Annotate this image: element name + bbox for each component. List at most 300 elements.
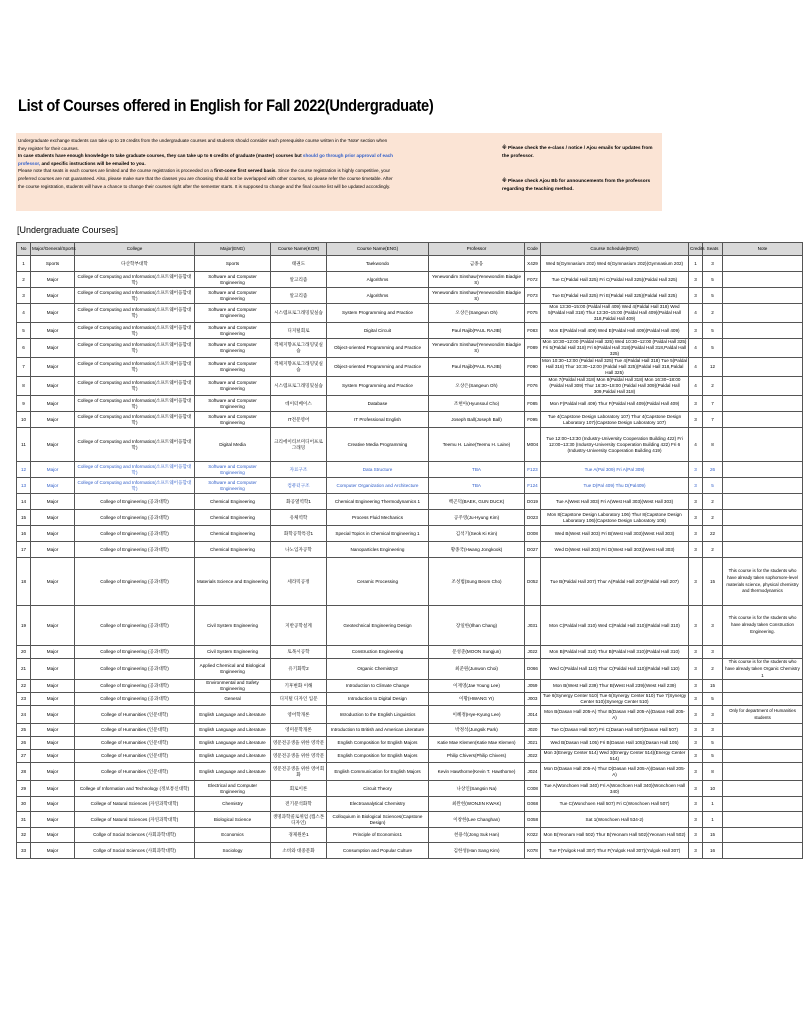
header-major: Major(ENG) bbox=[195, 243, 271, 256]
cell-no: 7 bbox=[17, 358, 31, 377]
cell-type: Major bbox=[31, 781, 75, 797]
cell-course-kor: 화학공학특강1 bbox=[271, 526, 327, 542]
cell-professor: 백곤덕(BAEK, GUN DUCK) bbox=[429, 494, 525, 510]
cell-type: Major bbox=[31, 428, 75, 462]
cell-seats: 3 bbox=[703, 706, 723, 724]
cell-course-kor: 토목시공학 bbox=[271, 646, 327, 659]
cell-no: 9 bbox=[17, 396, 31, 412]
cell-credits: 1 bbox=[689, 256, 703, 272]
cell-note bbox=[723, 412, 803, 428]
cell-credits: 3 bbox=[689, 781, 703, 797]
cell-code: D052 bbox=[525, 558, 541, 606]
cell-note bbox=[723, 646, 803, 659]
cell-major: Software and Computer Engineering bbox=[195, 288, 271, 304]
cell-code: D019 bbox=[525, 494, 541, 510]
cell-credits: 3 bbox=[689, 510, 703, 526]
cell-professor: 나상인(Sangsin Na) bbox=[429, 781, 525, 797]
cell-major: Software and Computer Engineering bbox=[195, 339, 271, 358]
cell-seats: 3 bbox=[703, 256, 723, 272]
cell-schedule: Mon B(Yeonam Hall 502) Thur B(Yeonam Hall 502)(Yeonam Hall 502) bbox=[541, 828, 689, 843]
notice-eclass-reminder: ※ Please check the e-class / notice / Ajou emails for updates from the professor. bbox=[502, 146, 653, 159]
cell-type: Major bbox=[31, 606, 75, 646]
cell-college: College of Natural Sciences (자연과학대학) bbox=[75, 812, 195, 828]
cell-note bbox=[723, 680, 803, 693]
cell-major: Chemical Engineering bbox=[195, 494, 271, 510]
cell-seats: 8 bbox=[703, 763, 723, 781]
cell-credits: 3 bbox=[689, 494, 703, 510]
cell-credits: 3 bbox=[689, 659, 703, 680]
cell-professor: 금종웅 bbox=[429, 256, 525, 272]
cell-seats: 5 bbox=[703, 323, 723, 339]
cell-type: Major bbox=[31, 377, 75, 396]
cell-course-eng: Introduction to Digital Design bbox=[327, 693, 429, 706]
notice-bb-reminder: ※ Please check Ajou Bb for announcements from the professors regarding the teaching method. bbox=[502, 179, 651, 192]
table-row bbox=[17, 272, 803, 288]
cell-note bbox=[723, 781, 803, 797]
cell-schedule: Tue C(Wonchoen Hall 507) Fri C(Wonchoen Hall 507) bbox=[541, 797, 689, 812]
table-row bbox=[17, 724, 803, 737]
cell-seats: 5 bbox=[703, 693, 723, 706]
cell-note bbox=[723, 812, 803, 828]
cell-course-kor: 데이터베이스 bbox=[271, 396, 327, 412]
cell-type: Major bbox=[31, 797, 75, 812]
cell-course-eng: English Composition for English Majors bbox=[327, 750, 429, 763]
header-note: Note bbox=[723, 243, 803, 256]
cell-code: M004 bbox=[525, 428, 541, 462]
cell-credits: 3 bbox=[689, 812, 703, 828]
cell-schedule: Wed B(West Hall 303) Fri B(West Hall 303)(West Hall 303) bbox=[541, 526, 689, 542]
cell-credits: 3 bbox=[689, 693, 703, 706]
cell-major: Software and Computer Engineering bbox=[195, 377, 271, 396]
cell-professor: Kevin Hawthorne(Kevin T. Hawthorne) bbox=[429, 763, 525, 781]
cell-course-eng: Object-oriented Programming and Practice bbox=[327, 358, 429, 377]
cell-professor: 김석기(Seok Ki Kim) bbox=[429, 526, 525, 542]
cell-professor: Yenewondim Sinshaw(Yenewondim Biadgie S) bbox=[429, 339, 525, 358]
cell-college: Collge of Social Sciences (사회과학대학) bbox=[75, 828, 195, 843]
cell-no: 20 bbox=[17, 646, 31, 659]
cell-schedule: Mon 7(Paldal Hall 318) Mon 8(Paldal Hall 318) Mon 16:30~18:00 (Paldal Hall 309) Thur 16:30~18:00 (Paldal Hall 309)(Paldal Hall 309,Paldal Hall 318) bbox=[541, 377, 689, 396]
cell-type: Major bbox=[31, 812, 75, 828]
cell-seats: 2 bbox=[703, 377, 723, 396]
cell-note bbox=[723, 797, 803, 812]
cell-schedule: Tue C(Paldal Hall 325) Fri C(Paldal Hall 325)(Paldal Hall 325) bbox=[541, 272, 689, 288]
cell-code: F090 bbox=[525, 358, 541, 377]
cell-code: F076 bbox=[525, 377, 541, 396]
cell-major: Electrical and Computer Engineering bbox=[195, 781, 271, 797]
course-table bbox=[16, 242, 803, 859]
cell-credits: 3 bbox=[689, 724, 703, 737]
cell-major: English Language and Literature bbox=[195, 737, 271, 750]
notice-instructions bbox=[18, 137, 394, 190]
cell-college: College of Engineering (공과대학) bbox=[75, 494, 195, 510]
cell-major: English Language and Literature bbox=[195, 724, 271, 737]
cell-major: Software and Computer Engineering bbox=[195, 304, 271, 323]
table-row bbox=[17, 428, 803, 462]
cell-schedule: Mon B(Dasan Hall 205-A) Thur B(Dasan Hall 205-A)(Dasan Hall 205-A) bbox=[541, 706, 689, 724]
cell-type: Major bbox=[31, 526, 75, 542]
cell-no: 4 bbox=[17, 304, 31, 323]
cell-major: Software and Computer Engineering bbox=[195, 412, 271, 428]
cell-note bbox=[723, 763, 803, 781]
cell-code: F072 bbox=[525, 272, 541, 288]
cell-college: College of Humanities (인문대학) bbox=[75, 706, 195, 724]
cell-note bbox=[723, 323, 803, 339]
cell-schedule: Mon E(Paldal Hall 409) Wed E(Paldal Hall 409)(Paldal Hall 409) bbox=[541, 323, 689, 339]
cell-no: 1 bbox=[17, 256, 31, 272]
cell-code: F085 bbox=[525, 396, 541, 412]
cell-seats: 1 bbox=[703, 812, 723, 828]
cell-credits: 4 bbox=[689, 358, 703, 377]
cell-code: J024 bbox=[525, 763, 541, 781]
cell-professor: 최완헌(WONJIN KWAK) bbox=[429, 797, 525, 812]
cell-course-kor: 태권도 bbox=[271, 256, 327, 272]
table-row bbox=[17, 781, 803, 797]
cell-course-kor: 객체지향프로그래밍및실습 bbox=[271, 358, 327, 377]
cell-seats: 7 bbox=[703, 396, 723, 412]
cell-code: F089 bbox=[525, 339, 541, 358]
cell-no: 15 bbox=[17, 510, 31, 526]
cell-schedule: Mon 10:30~12:00 (Paldal Hall 325) Tue 4(Paldal Hall 318) Tue 5(Paldal Hall 318) Thur 10:30~12:00 (Paldal Hall 325)(Paldal Hall 318,Paldal Hall 325) bbox=[542, 358, 687, 375]
cell-course-kor: 시스템프로그래밍및실습 bbox=[271, 304, 327, 323]
cell-course-kor: 알고리즘 bbox=[271, 288, 327, 304]
cell-type: Major bbox=[31, 462, 75, 478]
cell-no: 17 bbox=[17, 542, 31, 558]
table-row bbox=[17, 256, 803, 272]
cell-college: College of Natural Sciences (자연과학대학) bbox=[75, 797, 195, 812]
header-credits: Credits bbox=[689, 243, 703, 256]
cell-schedule: Mon 3(Energy Center 514) Wed 3(Energy Center 514)(Energy Center 514) bbox=[541, 750, 689, 763]
cell-credits: 3 bbox=[689, 797, 703, 812]
cell-seats: 5 bbox=[703, 737, 723, 750]
cell-no: 28 bbox=[17, 763, 31, 781]
cell-no: 2 bbox=[17, 272, 31, 288]
cell-credits: 4 bbox=[689, 339, 703, 358]
cell-course-kor: IT전문영어 bbox=[271, 412, 327, 428]
cell-type: Major bbox=[31, 396, 75, 412]
cell-code: J020 bbox=[525, 724, 541, 737]
cell-code: G068 bbox=[525, 797, 541, 812]
cell-note bbox=[723, 843, 803, 859]
cell-note bbox=[723, 724, 803, 737]
cell-professor: 오상은(Sangeun Oh) bbox=[429, 304, 525, 323]
cell-course-kor: 회로이론 bbox=[271, 781, 327, 797]
cell-professor: TBA bbox=[429, 462, 525, 478]
cell-credits: 3 bbox=[689, 737, 703, 750]
cell-major: Sports bbox=[195, 256, 271, 272]
cell-major: Civil System Engineering bbox=[195, 606, 271, 646]
cell-schedule: Mon 13:30~15:00 (Paldal Hall 409) Wed 4(Paldal Hall 318) Wed 5(Paldal Hall 318) Thur 13:30~15:00 (Paldal Hall 409)(Paldal Hall 318,Paldal Hall 409) bbox=[541, 304, 689, 323]
cell-code: J022 bbox=[525, 646, 541, 659]
cell-schedule: Mon B(Paldal Hall 310) Thur B(Paldal Hall 310)(Paldal Hall 310) bbox=[541, 646, 689, 659]
cell-seats: 5 bbox=[703, 272, 723, 288]
cell-note bbox=[723, 396, 803, 412]
cell-credits: 3 bbox=[689, 843, 703, 859]
cell-no: 26 bbox=[17, 737, 31, 750]
cell-note bbox=[723, 272, 803, 288]
cell-type: Major bbox=[31, 750, 75, 763]
cell-code: K022 bbox=[525, 828, 541, 843]
cell-seats: 15 bbox=[703, 828, 723, 843]
cell-schedule: Mon D(Dasan Hall 205-A) Thur D(Dasan Hall 205-A)(Dasan Hall 205-A) bbox=[541, 763, 689, 781]
table-header-row bbox=[17, 243, 803, 256]
cell-course-eng: Colloquium in Biological Sciences(Capstone Design) bbox=[327, 812, 429, 828]
cell-course-kor: 소비와 대중문화 bbox=[271, 843, 327, 859]
cell-note bbox=[723, 828, 803, 843]
cell-college: College of Engineering (공과대학) bbox=[75, 646, 195, 659]
table-row bbox=[17, 542, 803, 558]
cell-college: College of Computing and Informatics(소프트웨어융합대학) bbox=[75, 323, 195, 339]
cell-credits: 3 bbox=[689, 412, 703, 428]
cell-code: F083 bbox=[525, 323, 541, 339]
cell-code: J021 bbox=[525, 737, 541, 750]
cell-college: College of Computing and Informatics(소프트웨어융합대학) bbox=[75, 304, 195, 323]
cell-seats: 16 bbox=[703, 843, 723, 859]
cell-professor: 박정석(Jungsik Park) bbox=[429, 724, 525, 737]
cell-code: J031 bbox=[525, 606, 541, 646]
cell-course-kor: 나노입자공학 bbox=[271, 542, 327, 558]
notice-credit-limit: Undergraduate exchange students can take up to 19 credits from the undergraduate courses and students should consider each prerequisite course written in the 'Note' section when they register for their courses. bbox=[18, 138, 388, 151]
cell-seats: 5 bbox=[703, 750, 723, 763]
cell-college: College of Humanities (인문대학) bbox=[75, 763, 195, 781]
table-row bbox=[17, 737, 803, 750]
cell-no: 5 bbox=[17, 323, 31, 339]
page-title: List of Courses offered in English for Fall 2022(Undergraduate) bbox=[18, 96, 434, 115]
cell-major: Applied Chemical and Biological Engineering bbox=[195, 659, 271, 680]
cell-schedule: Tue B(Paldal Hall 207) Thur A(Paldal Hall 207)(Paldal Hall 207) bbox=[541, 558, 689, 606]
header-schedule: Course Schedule(ENG) bbox=[541, 243, 689, 256]
cell-course-kor: 자료구조 bbox=[271, 462, 327, 478]
cell-course-eng: System Programming and Practice bbox=[327, 377, 429, 396]
cell-type: Major bbox=[31, 763, 75, 781]
cell-major: Materials Science and Engineering bbox=[195, 558, 271, 606]
cell-credits: 4 bbox=[689, 377, 703, 396]
cell-code: D008 bbox=[525, 526, 541, 542]
cell-college: College of Computing and Informatics(소프트웨어융합대학) bbox=[75, 478, 195, 494]
cell-schedule: Wed C(Paldal Hall 110) Thur C(Paldal Hall 110)(Paldal Hall 110) bbox=[541, 659, 689, 680]
notice-box bbox=[16, 133, 662, 211]
cell-professor: 조현아(Hyunsoul Cho) bbox=[429, 396, 525, 412]
cell-course-eng: Construction Engineering bbox=[327, 646, 429, 659]
table-row bbox=[17, 763, 803, 781]
cell-no: 24 bbox=[17, 706, 31, 724]
cell-college: College of Computing and Informatics(소프트웨어융합대학) bbox=[75, 412, 195, 428]
cell-no: 14 bbox=[17, 494, 31, 510]
table-row bbox=[17, 693, 803, 706]
header-no: No bbox=[17, 243, 31, 256]
cell-note bbox=[723, 542, 803, 558]
cell-college: College of Computing and Informatics(소프트웨어융합대학) bbox=[75, 288, 195, 304]
cell-note bbox=[723, 510, 803, 526]
cell-credits: 3 bbox=[689, 462, 703, 478]
cell-course-kor: 알고리즘 bbox=[271, 272, 327, 288]
table-row bbox=[17, 478, 803, 494]
cell-course-kor: 시스템프로그래밍및실습 bbox=[271, 377, 327, 396]
cell-credits: 3 bbox=[689, 680, 703, 693]
cell-course-eng: Principle of Economics1 bbox=[327, 828, 429, 843]
cell-course-eng: English Composition for English Majors bbox=[327, 737, 429, 750]
cell-type: Major bbox=[31, 542, 75, 558]
cell-course-eng: Electroanalytical Chemistry bbox=[327, 797, 429, 812]
cell-type: Major bbox=[31, 558, 75, 606]
cell-note: This course is for the students who have already taken sophomore-level materials science, physical chemistry and thermodynamics bbox=[723, 558, 803, 606]
cell-note bbox=[723, 339, 803, 358]
cell-course-eng: Ceramic Processing bbox=[327, 558, 429, 606]
cell-college: College of Computing and Informatics(소프트웨어융합대학) bbox=[75, 377, 195, 396]
cell-professor: 천용석(Jong Suk Han) bbox=[429, 828, 525, 843]
table-row bbox=[17, 659, 803, 680]
cell-college: College of Engineering (공과대학) bbox=[75, 542, 195, 558]
cell-no: 18 bbox=[17, 558, 31, 606]
cell-major: English Language and Literature bbox=[195, 750, 271, 763]
cell-schedule: Tue C(Dasan Hall 507) Fri C(Dasan Hall 507)(Dasan Hall 507) bbox=[541, 724, 689, 737]
cell-professor: Katie Mae Klemen(Katie Mae Klemen) bbox=[429, 737, 525, 750]
cell-course-eng: Chemical Engineering Thermodynamics 1 bbox=[327, 494, 429, 510]
cell-note bbox=[723, 478, 803, 494]
cell-course-eng: Nanoparticles Engineering bbox=[327, 542, 429, 558]
cell-credits: 3 bbox=[689, 828, 703, 843]
cell-course-eng: Digital Circuit bbox=[327, 323, 429, 339]
cell-college: College of Humanities (인문대학) bbox=[75, 724, 195, 737]
cell-type: Sports bbox=[31, 256, 75, 272]
cell-schedule: Wed 5(Gymnasium 202) Wed 6(Gymnasium 202)(Gymnasium 202) bbox=[541, 256, 689, 272]
cell-college: College of Computing and Informatics(소프트웨어융합대학) bbox=[75, 462, 195, 478]
cell-professor: 문성준(MOON Sungjun) bbox=[429, 646, 525, 659]
cell-course-kor: 컴퓨터구조 bbox=[271, 478, 327, 494]
cell-no: 23 bbox=[17, 693, 31, 706]
table-row bbox=[17, 323, 803, 339]
cell-college: College of Computing and Informatics(소프트웨어융합대학) bbox=[75, 358, 195, 377]
cell-no: 10 bbox=[17, 412, 31, 428]
cell-major: Environmental and Safety Engineering bbox=[195, 680, 271, 693]
cell-professor: 이혜정(Hye-Kyung Lee) bbox=[429, 706, 525, 724]
cell-note bbox=[723, 358, 803, 377]
cell-course-kor: 영문전공생을 위한 영작문 bbox=[271, 750, 327, 763]
cell-code: D023 bbox=[525, 510, 541, 526]
cell-course-kor: 영문전공생을 위한 영어회화 bbox=[271, 763, 327, 781]
cell-type: Major bbox=[31, 494, 75, 510]
cell-type: Major bbox=[31, 323, 75, 339]
cell-type: Major bbox=[31, 272, 75, 288]
cell-credits: 3 bbox=[689, 526, 703, 542]
cell-schedule: Wed D(West Hall 303) Fri D(West Hall 303)(West Hall 303) bbox=[541, 542, 689, 558]
cell-seats: 2 bbox=[703, 542, 723, 558]
cell-course-eng: Process Fluid Mechanics bbox=[327, 510, 429, 526]
cell-note: This course is for the students who have already taken Construction Engineering. bbox=[723, 606, 803, 646]
cell-schedule: Tue D(Pal 409) Thu D(Pal409) bbox=[541, 478, 689, 494]
cell-seats: 2 bbox=[703, 510, 723, 526]
cell-seats: 5 bbox=[703, 339, 723, 358]
cell-credits: 3 bbox=[689, 750, 703, 763]
cell-schedule: Sat 1(Wonchoen Hall 534-2) bbox=[541, 812, 689, 828]
cell-code: X429 bbox=[525, 256, 541, 272]
cell-major: English Language and Literature bbox=[195, 706, 271, 724]
cell-seats: 5 bbox=[703, 478, 723, 494]
cell-course-kor: 경제원론1 bbox=[271, 828, 327, 843]
cell-major: English Language and Literature bbox=[195, 763, 271, 781]
cell-seats: 7 bbox=[703, 412, 723, 428]
cell-course-eng: Object-oriented Programming and Practice bbox=[327, 339, 429, 358]
cell-professor: TBA bbox=[429, 478, 525, 494]
cell-no: 33 bbox=[17, 843, 31, 859]
cell-major: Chemistry bbox=[195, 797, 271, 812]
cell-type: Major bbox=[31, 724, 75, 737]
notice-registration: Please note that seats in each courses are limited and the course registration is proceeded on a first-come first served basis. Since the course registration is highly competitive, your preferred courses are not guaranteed. Also, please make sure that the classes you are choosing should not be overlapped with other courses, so please refer the course timetable. After the course registration, students will have a chance to change their courses right after the semester starts. It is supposed to change and the final course list will be updated accordingly. bbox=[18, 168, 393, 189]
cell-type: Major bbox=[31, 737, 75, 750]
cell-note: This course is for the students who have already taken Organic Chemistry 1 bbox=[723, 659, 803, 680]
cell-college: College of Engineering (공과대학) bbox=[75, 693, 195, 706]
table-row bbox=[17, 526, 803, 542]
cell-course-kor: 디지털회로 bbox=[271, 323, 327, 339]
cell-type: Major bbox=[31, 646, 75, 659]
table-row bbox=[17, 797, 803, 812]
table-row bbox=[17, 494, 803, 510]
cell-college: College of Engineering (공과대학) bbox=[75, 606, 195, 646]
cell-note: Only for department of Humanities students bbox=[723, 706, 803, 724]
cell-type: Major bbox=[31, 680, 75, 693]
table-row bbox=[17, 606, 803, 646]
cell-major: Software and Computer Engineering bbox=[195, 323, 271, 339]
cell-note bbox=[723, 750, 803, 763]
cell-course-kor: 유기화학2 bbox=[271, 659, 327, 680]
cell-credits: 3 bbox=[689, 646, 703, 659]
cell-no: 6 bbox=[17, 339, 31, 358]
cell-type: Major bbox=[31, 304, 75, 323]
cell-college: Collge of Social Sciences (사회과학대학) bbox=[75, 843, 195, 859]
table-row bbox=[17, 396, 803, 412]
cell-credits: 3 bbox=[689, 272, 703, 288]
cell-professor: 최준원(Junwon Choi) bbox=[429, 659, 525, 680]
table-row bbox=[17, 750, 803, 763]
cell-college: College of Engineering (공과대학) bbox=[75, 680, 195, 693]
cell-seats: 5 bbox=[703, 288, 723, 304]
cell-course-eng: Computer Organization and Architecture bbox=[327, 478, 429, 494]
table-row bbox=[17, 843, 803, 859]
cell-type: Major bbox=[31, 412, 75, 428]
cell-professor: 이창한(Lee Changhan) bbox=[429, 812, 525, 828]
cell-schedule: Tue E(Paldal Hall 325) Fri E(Paldal Hall 325)(Paldal Hall 325) bbox=[541, 288, 689, 304]
cell-major: Digital Media bbox=[195, 428, 271, 462]
cell-seats: 3 bbox=[703, 724, 723, 737]
cell-professor: 오상은(Sangeun Oh) bbox=[429, 377, 525, 396]
table-row bbox=[17, 706, 803, 724]
cell-no: 31 bbox=[17, 812, 31, 828]
cell-course-eng: Creative Media Programming bbox=[327, 428, 429, 462]
cell-major: Sociology bbox=[195, 843, 271, 859]
cell-type: Major bbox=[31, 843, 75, 859]
cell-course-eng: Geotechnical Engineering Design bbox=[327, 606, 429, 646]
header-course-kor: Course Name(KOR) bbox=[271, 243, 327, 256]
cell-professor: Paul Rajib(PAUL RAJIB) bbox=[429, 358, 525, 377]
cell-code: J014 bbox=[525, 706, 541, 724]
cell-code: J059 bbox=[525, 680, 541, 693]
header-type: Major/General/Sports bbox=[31, 243, 75, 256]
cell-no: 13 bbox=[17, 478, 31, 494]
cell-professor: Teemu H. Laine(Teemu H. Laine) bbox=[429, 428, 525, 462]
cell-college: College of Engineering (공과대학) bbox=[75, 526, 195, 542]
cell-no: 8 bbox=[17, 377, 31, 396]
cell-college: College of Engineering (공과대학) bbox=[75, 558, 195, 606]
table-row bbox=[17, 412, 803, 428]
cell-course-eng: Special Topics in Chemical Engineering 1 bbox=[327, 526, 429, 542]
cell-seats: 22 bbox=[703, 526, 723, 542]
cell-credits: 3 bbox=[689, 323, 703, 339]
cell-seats: 2 bbox=[703, 304, 723, 323]
table-row bbox=[17, 288, 803, 304]
cell-professor: 황종국(Hwang Jongkook) bbox=[429, 542, 525, 558]
cell-course-eng: Taekwondo bbox=[327, 256, 429, 272]
cell-schedule: Mon C(Paldal Hall 310) Wed C(Paldal Hall 310)(Paldal Hall 310) bbox=[541, 606, 689, 646]
cell-code: D027 bbox=[525, 542, 541, 558]
